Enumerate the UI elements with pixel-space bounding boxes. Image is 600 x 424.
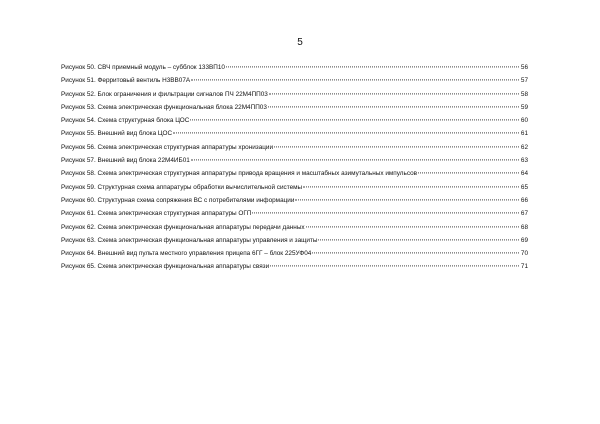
toc-entry-page: 70: [520, 250, 528, 258]
toc-entry: [61, 141, 528, 154]
toc-entry-page: 68: [520, 223, 528, 231]
toc-entry: [61, 181, 528, 194]
toc-entry-page: 65: [520, 183, 528, 191]
toc-dot-leader: [252, 213, 519, 214]
toc-entry-title: Рисунок 59. Структурная схема аппаратуры обработки вычислительной системы: [61, 183, 303, 191]
toc-entry: [61, 221, 528, 234]
toc-entry-page: 67: [520, 210, 528, 218]
toc-dot-leader: [173, 133, 519, 134]
toc-entry-title: Рисунок 65. Схема электрическая функциональная аппаратуры связи: [61, 263, 270, 271]
toc-entry: [61, 114, 528, 127]
toc-dot-leader: [191, 80, 519, 81]
toc-dot-leader: [270, 266, 519, 267]
toc-dot-leader: [318, 239, 519, 240]
toc-entry-title: Рисунок 54. Схема структурная блока ЦОС: [61, 117, 190, 125]
toc-dot-leader: [190, 120, 519, 121]
toc-dot-leader: [303, 186, 519, 187]
toc-entry-page: 61: [520, 130, 528, 138]
toc-dot-leader: [306, 226, 519, 227]
toc-dot-leader: [268, 106, 519, 107]
toc-dot-leader: [295, 199, 519, 200]
toc-entry-page: 58: [520, 90, 528, 98]
toc-entry-title: Рисунок 58. Схема электрическая структурная аппаратуры привода вращения и масштабных азимутальных импульсов: [61, 170, 418, 178]
toc-entry: [61, 260, 528, 273]
toc-entry: [61, 101, 528, 114]
toc-dot-leader: [274, 146, 519, 147]
toc-entry: [61, 88, 528, 101]
toc-entry: [61, 247, 528, 260]
toc-entry-title: Рисунок 57. Внешний вид блока 22М4ИБ01: [61, 157, 190, 165]
toc-entry-title: Рисунок 64. Внешний вид пульта местного управления прицепа 6ГГ – блок 225УФ04: [61, 250, 312, 258]
table-of-contents: [61, 61, 528, 274]
toc-entry-page: 66: [520, 196, 528, 204]
toc-entry-page: 57: [520, 77, 528, 85]
toc-dot-leader: [226, 66, 519, 67]
toc-entry-page: 56: [520, 64, 528, 71]
toc-entry: [61, 234, 528, 247]
toc-entry-title: Рисунок 55. Внешний вид блока ЦОС: [61, 130, 173, 138]
toc-entry-page: 69: [520, 236, 528, 244]
toc-entry: [61, 154, 528, 167]
toc-dot-leader: [312, 253, 519, 254]
toc-entry-page: 59: [520, 103, 528, 111]
toc-entry-page: 60: [520, 117, 528, 125]
toc-entry-title: Рисунок 56. Схема электрическая структурная аппаратуры хронизации: [61, 143, 274, 151]
toc-entry-title: Рисунок 51. Ферритовый вентиль Н3ВВ07А: [61, 77, 191, 85]
toc-dot-leader: [191, 159, 519, 160]
toc-entry-title: Рисунок 62. Схема электрическая функциональная аппаратуры передачи данных: [61, 223, 305, 231]
toc-entry-title: Рисунок 53. Схема электрическая функциональная блока 22М4ПП03: [61, 103, 267, 111]
toc-dot-leader: [418, 173, 519, 174]
toc-entry-title: Рисунок 50. СВЧ приемный модуль – субблок 133ВП10: [61, 64, 225, 71]
toc-entry-title: Рисунок 63. Схема электрическая функциональная аппаратуры управления и защиты: [61, 236, 318, 244]
toc-entry-page: 62: [520, 143, 528, 151]
toc-entry-title: Рисунок 60. Структурная схема сопряжения ВС с потребителями информации: [61, 196, 295, 204]
toc-entry-title: Рисунок 52. Блок ограничения и фильтрации сигналов ПЧ 22М4ПП03: [61, 90, 268, 98]
toc-entry-page: 71: [520, 263, 528, 271]
toc-entry: [61, 61, 528, 74]
toc-entry-page: 64: [520, 170, 528, 178]
toc-entry: [61, 74, 528, 87]
toc-entry: [61, 207, 528, 220]
toc-entry-title: Рисунок 61. Схема электрическая структурная аппаратуры ОГП: [61, 210, 252, 218]
toc-entry: [61, 167, 528, 180]
toc-dot-leader: [269, 93, 519, 94]
toc-entry-page: 63: [520, 157, 528, 165]
toc-entry: [61, 194, 528, 207]
page-number: 5: [297, 37, 303, 48]
toc-entry: [61, 127, 528, 140]
